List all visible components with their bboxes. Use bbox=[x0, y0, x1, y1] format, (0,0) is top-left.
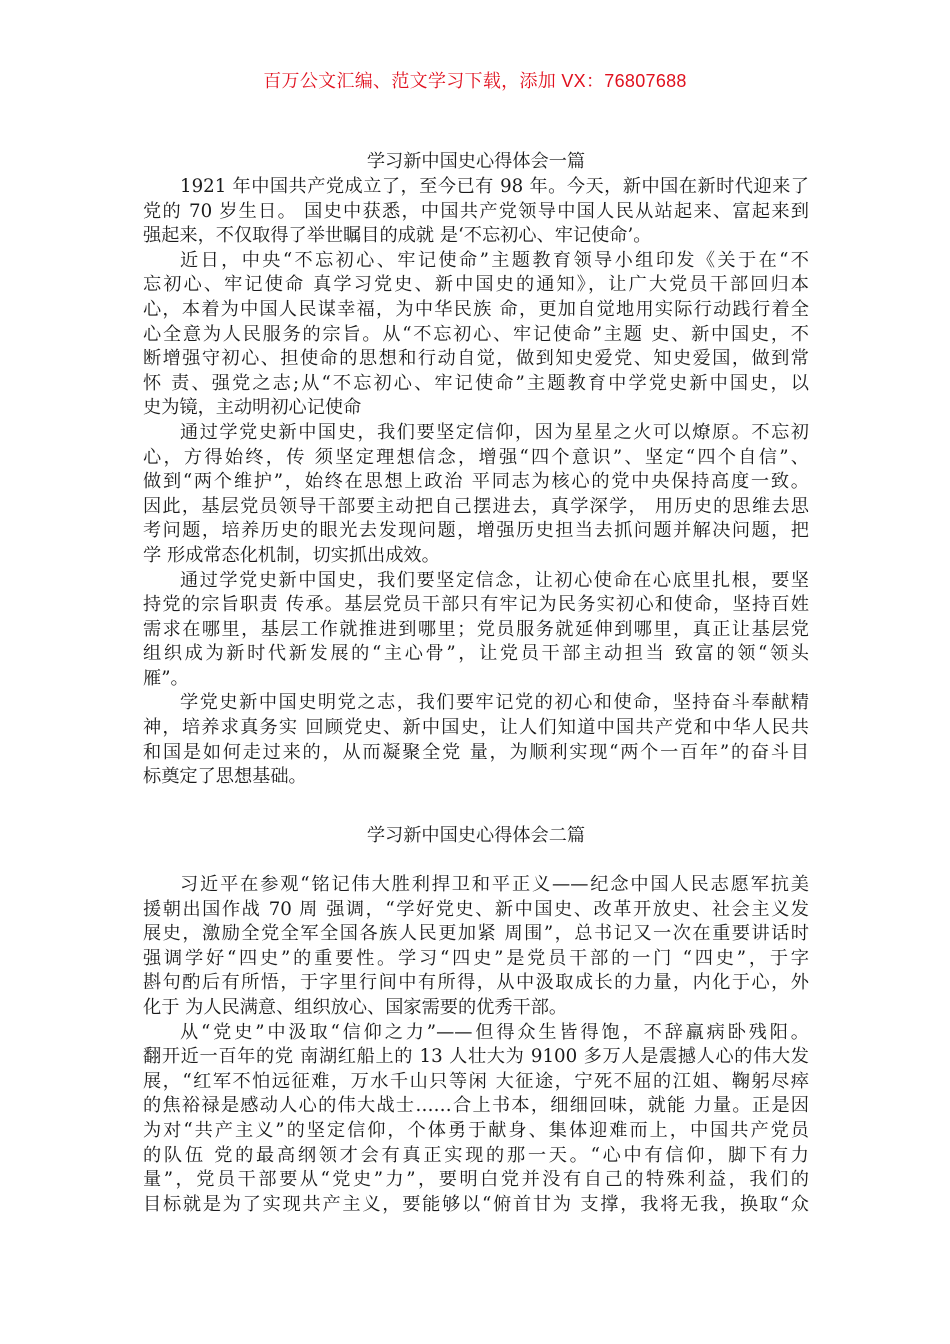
paragraph bbox=[143, 873, 809, 1021]
text-line: 史为镜，主动明初心记使命 bbox=[143, 397, 362, 419]
download-banner: 百万公文汇编、范文学习下载，添加 VX：76807688 bbox=[263, 71, 687, 91]
text-line: 党的 70 岁生日。 国史中获悉，中国共产党领导中国人民从站起来、富起来到 bbox=[143, 200, 809, 222]
text-line: 学党史新中国史明党之志，我们要牢记党的初心和使命，坚持奋斗奉献精 bbox=[180, 692, 809, 714]
text-line: 需求在哪里，基层工作就推进到哪里；党员服务就延伸到哪里，真正让基层党 bbox=[143, 618, 809, 640]
text-line: 近日，中央“不忘初心、牢记使命”主题教育领导小组印发《关于在“不 bbox=[180, 249, 809, 271]
paragraph bbox=[143, 421, 809, 569]
section-title: 学习新中国史心得体会二篇 bbox=[366, 825, 586, 846]
text-line: 目标就是为了实现共产主义，要能够以“俯首甘为 支撑，我将无我，换取“众 bbox=[143, 1193, 809, 1215]
text-line: 为对“共产主义”的坚定信仰，个体勇于献身、集体迎难而上，中国共产党员 bbox=[143, 1119, 809, 1141]
paragraph bbox=[143, 569, 809, 692]
essay-section-two bbox=[143, 823, 809, 1217]
text-line: 做到“两个维护”，始终在思想上政治 平同志为核心的党中央保持高度一致。 bbox=[143, 471, 809, 493]
text-line: 学 形成常态化机制，切实抓出成效。 bbox=[143, 544, 440, 566]
essay-section-one bbox=[143, 149, 809, 790]
text-line: 量”，党员干部要从“党史”力”，要明白党并没有自己的特殊利益，我们的 bbox=[143, 1169, 809, 1191]
text-line: 翻开近一百年的党 南湖红船上的 13 人壮大为 9100 多万人是震撼人心的伟大发 bbox=[143, 1046, 809, 1068]
text-line: 化于 为人民满意、组织放心、国家需要的优秀干部。 bbox=[143, 996, 568, 1018]
text-line: 组织成为新时代新发展的“主心骨”，让党员干部主动担当 致富的领“领头 bbox=[143, 643, 809, 665]
text-line: 心，本着为中国人民谋幸福，为中华民族 命，更加自觉地用实际行动践行着全 bbox=[143, 298, 809, 320]
text-line: 和国是如何走过来的，从而凝聚全党 量，为顺利实现“两个一百年”的奋斗目 bbox=[143, 741, 809, 763]
text-line: 1921 年中国共产党成立了，至今已有 98 年。今天，新中国在新时代迎来了 bbox=[180, 176, 809, 197]
text-line: 斟句酌后有所悟，于字里行间中有所得，从中汲取成长的力量，内化于心，外 bbox=[143, 972, 809, 994]
text-line: 从“党史”中汲取“信仰之力”——但得众生皆得饱，不辞羸病卧残阳。 bbox=[180, 1021, 809, 1043]
paragraph bbox=[143, 1021, 809, 1218]
text-line: 习近平在参观“铭记伟大胜利捍卫和平正义——纪念中国人民志愿军抗美 bbox=[180, 874, 809, 895]
text-line: 神，培养求真务实 回顾党史、新中国史，让人们知道中国共产党和中华人民共 bbox=[143, 717, 809, 739]
paragraph bbox=[143, 175, 809, 249]
text-line: 援朝出国作战 70 周 强调，“学好党史、新中国史、改革开放史、社会主义发 bbox=[143, 898, 809, 920]
text-line: 考问题，培养历史的眼光去发现问题，增强历史担当去抓问题并解决问题，把 bbox=[143, 520, 809, 542]
text-line: 强起来，不仅取得了举世瞩目的成就 是‘不忘初心、牢记使命’。 bbox=[143, 225, 652, 247]
section-title: 学习新中国史心得体会一篇 bbox=[366, 151, 586, 172]
text-line: 的队伍 党的最高纲领才会有真正实现的那一天。“心中有信仰，脚下有力 bbox=[143, 1144, 809, 1166]
text-line: 通过学党史新中国史，我们要坚定信仰，因为星星之火可以燎原。不忘初 bbox=[180, 421, 809, 443]
text-line: 展，“红军不怕远征难，万水千山只等闲 大征途，宁死不屈的江姐、鞠躬尽瘁 bbox=[143, 1070, 809, 1092]
text-line: 强调学好“四史”的重要性。学习“四史”是党员干部的一门 “四史”，于字 bbox=[143, 947, 809, 969]
text-line: 通过学党史新中国史，我们要坚定信念，让初心使命在心底里扎根，要坚 bbox=[180, 569, 809, 591]
text-line: 怀 责、强党之志;从“不忘初心、牢记使命”主题教育中学党史新中国史，以 bbox=[143, 372, 809, 394]
paragraph bbox=[143, 691, 809, 789]
text-line: 因此，基层党员领导干部要主动把自己摆进去，真学深学， 用历史的思维去思 bbox=[143, 495, 809, 517]
text-line: 的焦裕禄是感动人心的伟大战士……合上书本，细细回味，就能 力量。正是因 bbox=[143, 1095, 809, 1117]
text-line: 持党的宗旨职责 传承。基层党员干部只有牢记为民务实初心和使命，坚持百姓 bbox=[143, 594, 809, 616]
text-line: 心，方得始终，传 须坚定理想信念，增强“四个意识”、坚定“四个自信”、 bbox=[143, 446, 809, 468]
text-line: 忘初心、牢记使命 真学习党史、新中国史的通知》，让广大党员干部回归本 bbox=[143, 274, 809, 296]
text-line: 展史，激励全党全军全国各族人民更加紧 周围”，总书记又一次在重要讲话时 bbox=[143, 923, 809, 945]
text-line: 标奠定了思想基础。 bbox=[143, 766, 307, 788]
paragraph bbox=[143, 249, 809, 421]
text-line: 雁”。 bbox=[143, 667, 189, 689]
text-line: 断增强守初心、担使命的思想和行动自觉，做到知史爱党、知史爱国，做到常 bbox=[143, 348, 809, 370]
text-line: 心全意为人民服务的宗旨。从“不忘初心、牢记使命”主题 史、新中国史，不 bbox=[143, 323, 809, 345]
